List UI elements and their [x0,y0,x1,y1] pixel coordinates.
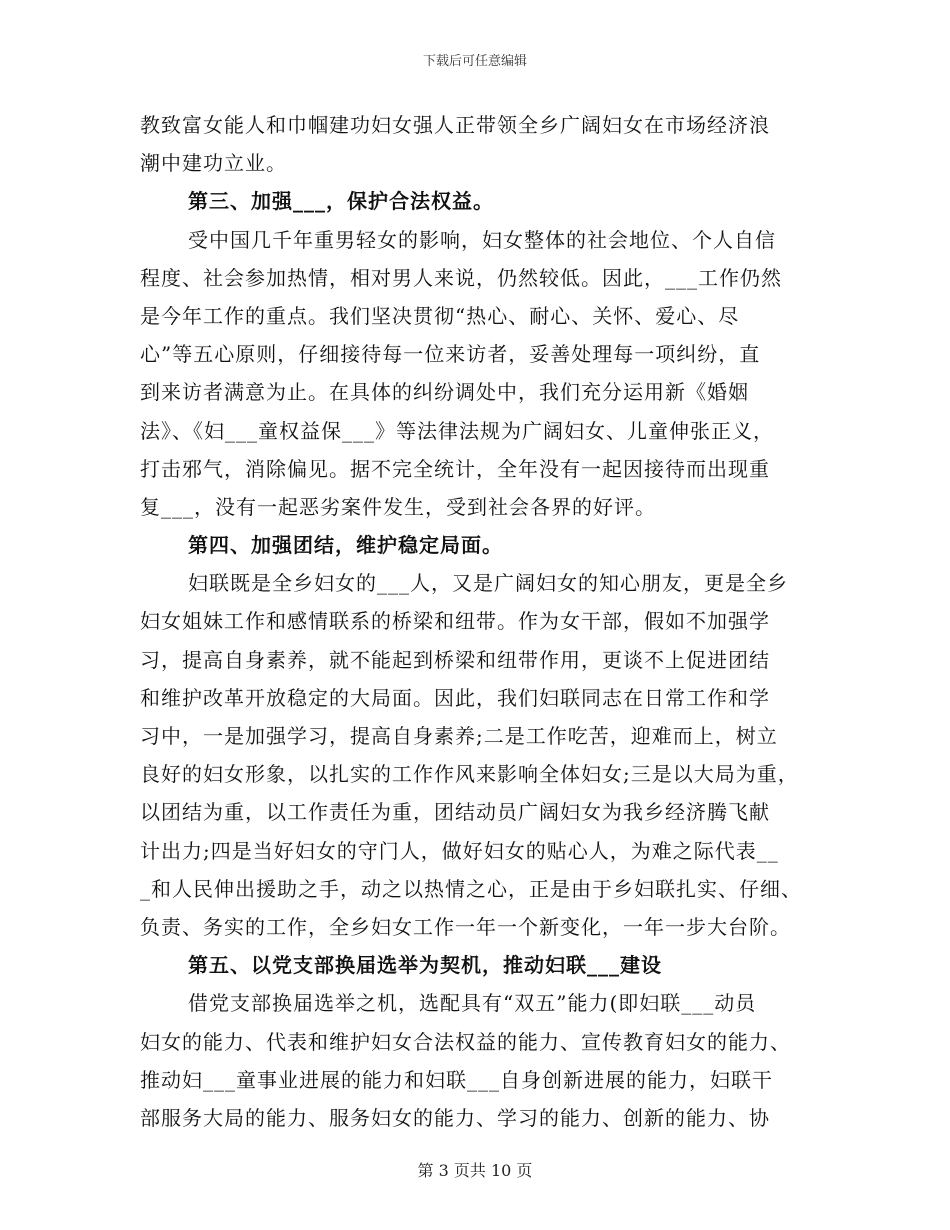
text-line: 妇女的能力、代表和维护妇女合法权益的能力、宣传教育妇女的能力、 [140,1029,791,1054]
text-line: 良好的妇女形象，以扎实的工作作风来影响全体妇女;三是以大局为重， [140,762,799,787]
page-footer: 第 3 页共 10 页 [417,1161,533,1180]
text-line: 程度、社会参加热情，相对男人来说，仍然较低。因此，___工作仍然 [140,265,782,290]
text-line: 以团结为重，以工作责任为重，团结动员广阔妇女为我乡经济腾飞献 [140,800,770,825]
text-line: 和维护改革开放稳定的大局面。因此，我们妇联同志在日常工作和学 [140,685,770,710]
text-line: 习中，一是加强学习，提高自身素养;二是工作吃苦，迎难而上，树立 [140,724,778,748]
text-line: 借党支部换届选举之机，选配具有“双五”能力(即妇联___动员 [188,991,757,1016]
page-header: 下载后可任意编辑 [422,54,527,69]
text-line: 潮中建功立业。 [140,151,287,176]
text-line: 打击邪气，消除偏见。据不完全统计，全年没有一起因接待而出现重 [140,456,770,481]
section-heading: 第四、加强团结，维护稳定局面。 [188,533,503,558]
text-line: _和人民伸出援助之手，动之以热情之心，正是由于乡妇联扎实、仔细、 [140,876,802,901]
text-line: 负责、务实的工作，全乡妇女工作一年一个新变化，一年一步大台阶。 [140,914,791,939]
text-line: 法》、《妇___童权益保___》等法律法规为广阔妇女、儿童伸张正义， [140,418,774,443]
text-line: 心”等五心原则，仔细接待每一位来访者，妥善处理每一项纠纷，直 [140,342,761,367]
text-line: 是今年工作的重点。我们坚决贯彻“热心、耐心、关怀、爱心、尽 [140,303,740,328]
text-line: 复___，没有一起恶劣案件发生，受到社会各界的好评。 [140,494,656,519]
text-line: 到来访者满意为止。在具体的纠纷调处中，我们充分运用新《婚姻 [140,380,749,405]
section-heading: 第五、以党支部换届选举为契机，推动妇联___建设 [188,953,662,978]
text-line: 计出力;四是当好妇女的守门人，做好妇女的贴心人，为难之际代表__ [140,838,779,863]
section-heading: 第三、加强___，保护合法权益。 [188,189,494,214]
text-line: 习，提高自身素养，就不能起到桥梁和纽带作用，更谈不上促进团结 [140,647,770,672]
text-line: 教致富女能人和巾帼建功妇女强人正带领全乡广阔妇女在市场经济浪 [140,113,770,137]
text-line: 受中国几千年重男轻女的影响，妇女整体的社会地位、个人自信 [188,227,776,252]
text-line: 部服务大局的能力、服务妇女的能力、学习的能力、创新的能力、协 [140,1105,770,1130]
document-body [140,106,820,1137]
text-line: 推动妇___童事业进展的能力和妇联___自身创新进展的能力，妇联干 [140,1067,773,1092]
text-line: 妇女姐妹工作和感情联系的桥梁和纽带。作为女干部，假如不加强学 [140,609,770,634]
text-line: 妇联既是全乡妇女的___人，又是广阔妇女的知心朋友，更是全乡 [188,571,788,596]
